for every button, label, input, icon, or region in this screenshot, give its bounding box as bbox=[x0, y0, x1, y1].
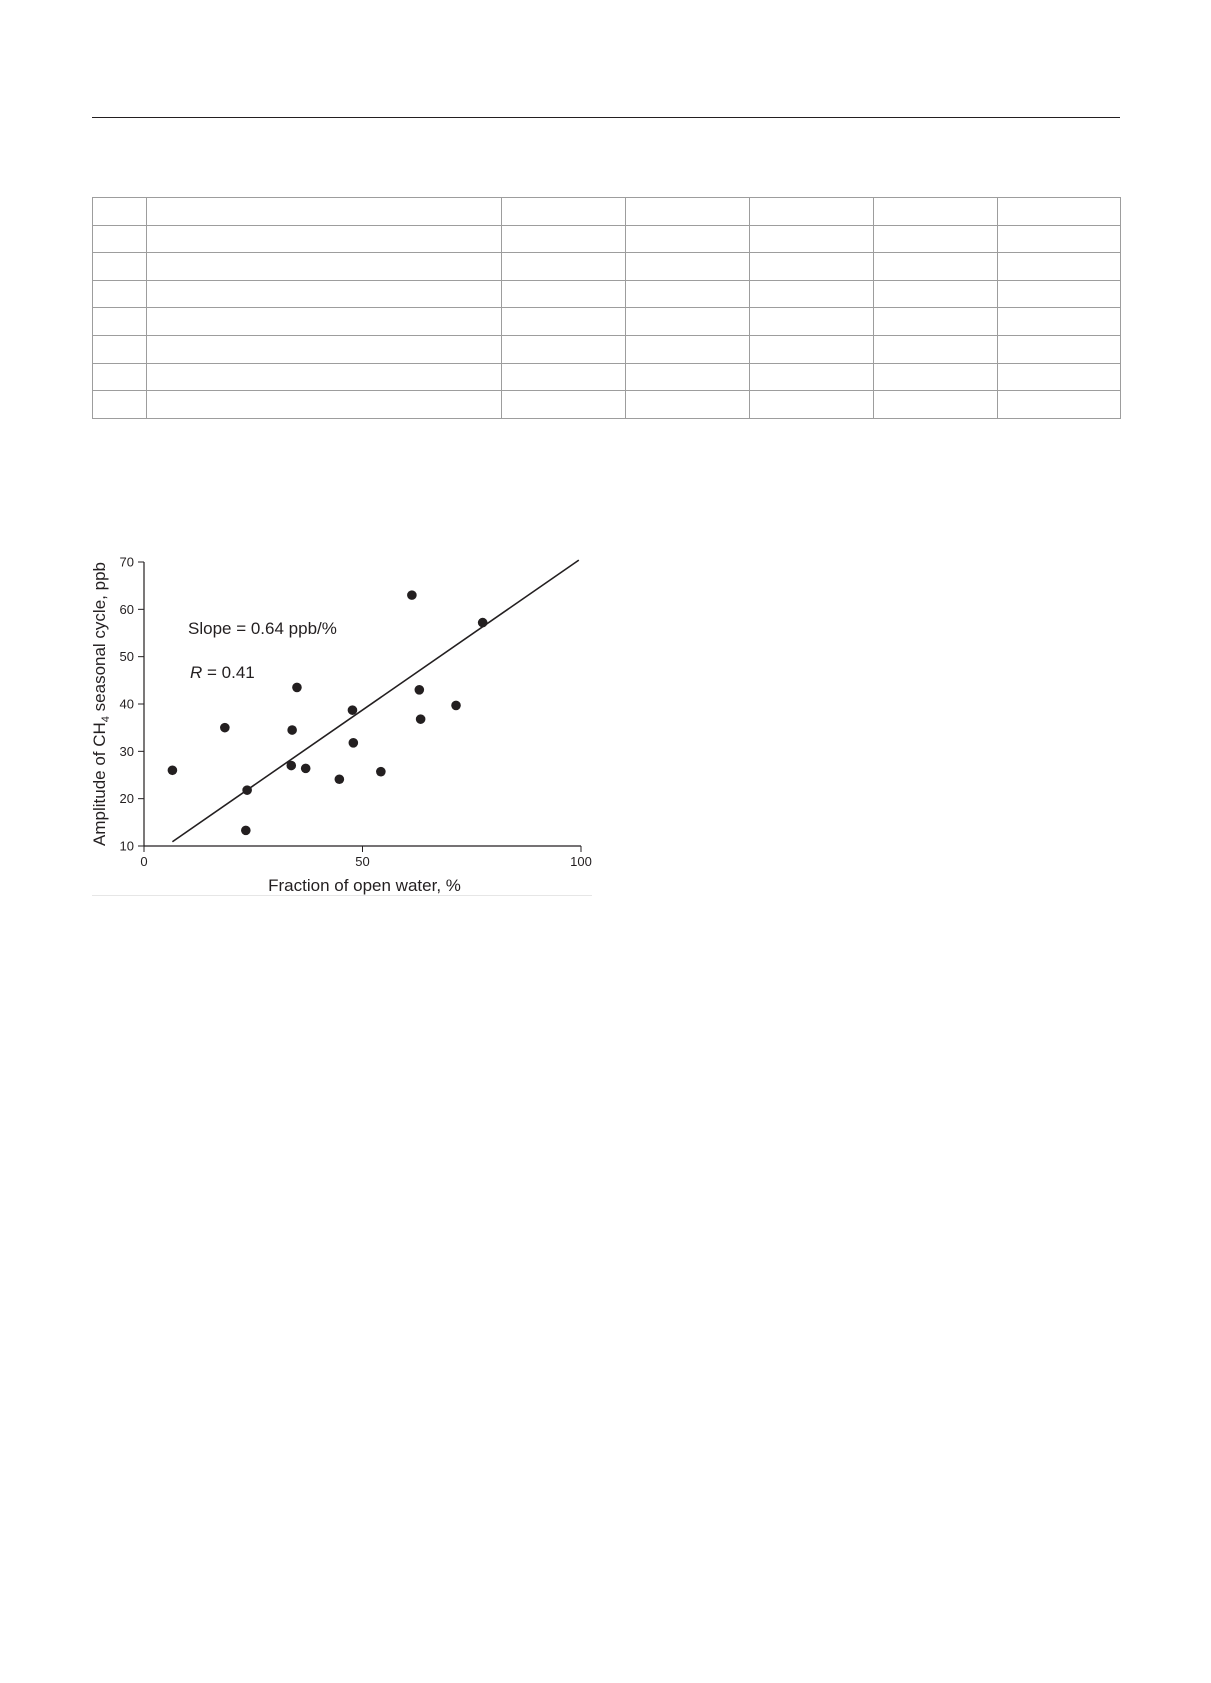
data-point bbox=[376, 767, 386, 777]
y-tick-label: 50 bbox=[119, 649, 134, 665]
table-cell bbox=[874, 391, 998, 419]
table-cell bbox=[147, 363, 502, 391]
r-annotation bbox=[190, 663, 255, 682]
table-cell bbox=[750, 335, 874, 363]
table-cell bbox=[93, 198, 147, 226]
data-point bbox=[168, 765, 178, 775]
table-cell bbox=[998, 280, 1121, 308]
data-point bbox=[220, 723, 230, 733]
table-cell bbox=[874, 335, 998, 363]
figure-rule bbox=[92, 895, 592, 896]
table-cell bbox=[750, 391, 874, 419]
table-cell bbox=[874, 308, 998, 336]
table-cell bbox=[626, 363, 750, 391]
table-cell bbox=[502, 335, 626, 363]
regression-line bbox=[172, 560, 578, 842]
table-row bbox=[93, 225, 1121, 253]
data-point bbox=[286, 761, 296, 771]
table-cell bbox=[874, 198, 998, 226]
table-cell bbox=[750, 363, 874, 391]
table-row bbox=[93, 308, 1121, 336]
table-row bbox=[93, 391, 1121, 419]
data-point bbox=[292, 683, 302, 693]
y-axis-label-subscript: 4 bbox=[100, 716, 112, 723]
table-cell bbox=[626, 253, 750, 281]
table-cell bbox=[998, 308, 1121, 336]
table-cell bbox=[93, 308, 147, 336]
data-point bbox=[301, 764, 311, 774]
y-axis-label-suffix: seasonal cycle, ppb bbox=[90, 562, 109, 717]
data-point bbox=[348, 705, 358, 715]
table-cell bbox=[750, 253, 874, 281]
y-tick-label: 60 bbox=[119, 601, 134, 617]
data-point bbox=[241, 826, 251, 836]
table-cell bbox=[93, 335, 147, 363]
scatter-figure bbox=[88, 548, 598, 900]
table-cell bbox=[147, 253, 502, 281]
table-row bbox=[93, 280, 1121, 308]
table-cell bbox=[626, 391, 750, 419]
table-cell bbox=[998, 363, 1121, 391]
x-tick-label: 0 bbox=[140, 854, 148, 869]
table-cell bbox=[93, 225, 147, 253]
header-rule bbox=[92, 117, 1120, 118]
table-cell bbox=[93, 280, 147, 308]
table-row bbox=[93, 363, 1121, 391]
y-tick-label: 70 bbox=[119, 554, 134, 570]
data-point bbox=[416, 714, 426, 724]
data-point bbox=[407, 590, 417, 600]
table-cell bbox=[502, 363, 626, 391]
table-cell bbox=[93, 391, 147, 419]
data-point bbox=[415, 685, 425, 695]
table-cell bbox=[874, 280, 998, 308]
table-cell bbox=[147, 198, 502, 226]
y-axis-label-prefix: Amplitude of CH bbox=[90, 722, 109, 846]
table-cell bbox=[750, 280, 874, 308]
table-cell bbox=[626, 280, 750, 308]
y-tick-label: 10 bbox=[119, 838, 134, 854]
table-cell bbox=[998, 391, 1121, 419]
table-row bbox=[93, 253, 1121, 281]
table-cell bbox=[998, 225, 1121, 253]
data-point bbox=[335, 774, 345, 784]
table-cell bbox=[874, 225, 998, 253]
table-body bbox=[93, 198, 1121, 419]
table-cell bbox=[93, 253, 147, 281]
scatter-chart bbox=[88, 548, 598, 900]
table-cell bbox=[874, 253, 998, 281]
data-point bbox=[287, 725, 297, 735]
table-cell bbox=[502, 198, 626, 226]
table-cell bbox=[502, 253, 626, 281]
table-cell bbox=[147, 225, 502, 253]
table-cell bbox=[750, 225, 874, 253]
table-cell bbox=[998, 253, 1121, 281]
table-cell bbox=[502, 225, 626, 253]
y-tick-label: 40 bbox=[119, 696, 134, 712]
table-cell bbox=[626, 308, 750, 336]
table-cell bbox=[750, 308, 874, 336]
data-table bbox=[92, 197, 1121, 419]
table-cell bbox=[874, 363, 998, 391]
table-cell bbox=[626, 198, 750, 226]
r-annotation-symbol: R bbox=[190, 663, 203, 682]
table-cell bbox=[626, 225, 750, 253]
y-tick-label: 30 bbox=[119, 743, 134, 759]
table-cell bbox=[998, 335, 1121, 363]
data-point bbox=[242, 785, 252, 795]
r-annotation-value: = 0.41 bbox=[202, 663, 255, 682]
x-axis-label: Fraction of open water, % bbox=[268, 876, 461, 895]
table-cell bbox=[998, 198, 1121, 226]
table-cell bbox=[626, 335, 750, 363]
x-tick-label: 50 bbox=[355, 854, 370, 869]
table-row bbox=[93, 335, 1121, 363]
x-tick-label: 100 bbox=[570, 854, 592, 869]
table-cell bbox=[93, 363, 147, 391]
table-cell bbox=[750, 198, 874, 226]
data-point bbox=[451, 701, 461, 711]
table-cell bbox=[147, 335, 502, 363]
data-point bbox=[478, 618, 488, 628]
slope-annotation: Slope = 0.64 ppb/% bbox=[188, 619, 337, 638]
y-axis-label bbox=[90, 562, 112, 846]
table-cell bbox=[502, 308, 626, 336]
y-tick-label: 20 bbox=[119, 791, 134, 807]
data-point bbox=[349, 738, 359, 748]
table-cell bbox=[502, 391, 626, 419]
table-cell bbox=[502, 280, 626, 308]
table-cell bbox=[147, 391, 502, 419]
table-cell bbox=[147, 280, 502, 308]
table-cell bbox=[147, 308, 502, 336]
table-row bbox=[93, 198, 1121, 226]
